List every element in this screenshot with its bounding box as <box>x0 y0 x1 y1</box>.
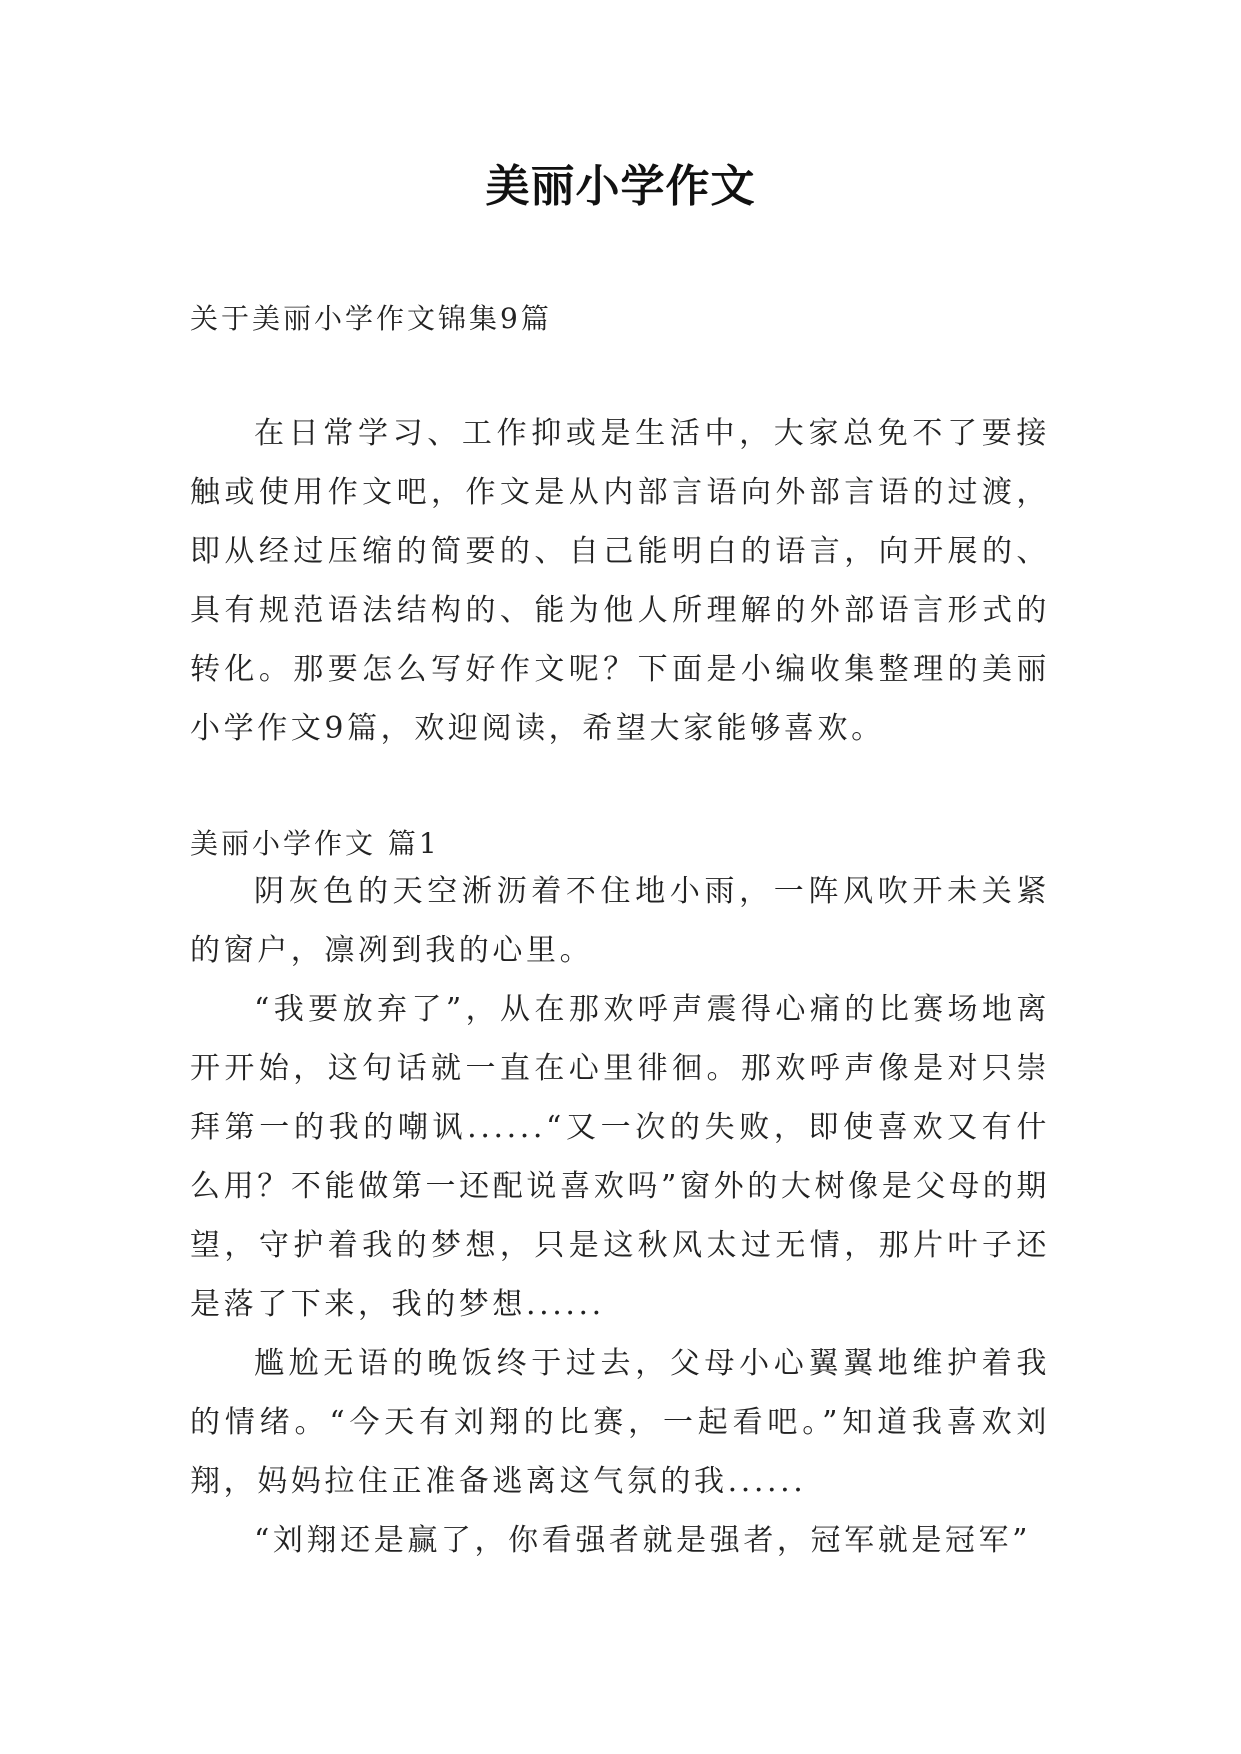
essay-paragraph: “我要放弃了”，从在那欢呼声震得心痛的比赛场地离开开始，这句话就一直在心里徘徊。那欢呼声像是对只崇拜第一的我的嘲讽......“又一次的失败，即使喜欢又有什么用？不能做第一还配说喜欢吗”窗外的大树像是父母的期望，守护着我的梦想，只是这秋风太过无情，那片叶子还是落了下来，我的梦想...... <box>190 992 1050 1322</box>
essay-paragraph: 阴灰色的天空淅沥着不住地小雨，一阵风吹开未关紧的窗户，凛冽到我的心里。 <box>190 874 1050 968</box>
intro-section <box>190 404 1050 758</box>
section-heading: 美丽小学作文 篇1 <box>190 827 440 860</box>
essay-paragraph: “刘翔还是赢了，你看强者就是强者，冠军就是冠军” <box>254 1523 1032 1558</box>
document-subtitle: 关于美丽小学作文锦集9篇 <box>190 302 552 335</box>
essay-body <box>190 862 1050 1570</box>
essay-paragraph: 尴尬无语的晚饭终于过去，父母小心翼翼地维护着我的情绪。“今天有刘翔的比赛，一起看吧。”知道我喜欢刘翔，妈妈拉住正准备逃离这气氛的我...... <box>190 1346 1050 1499</box>
intro-paragraph: 在日常学习、工作抑或是生活中，大家总免不了要接触或使用作文吧，作文是从内部言语向外部言语的过渡，即从经过压缩的简要的、自己能明白的语言，向开展的、具有规范语法结构的、能为他人所理解的外部语言形式的转化。那要怎么写好作文呢？下面是小编收集整理的美丽小学作文9篇，欢迎阅读，希望大家能够喜欢。 <box>190 416 1050 746</box>
page-title: 美丽小学作文 <box>485 161 756 212</box>
